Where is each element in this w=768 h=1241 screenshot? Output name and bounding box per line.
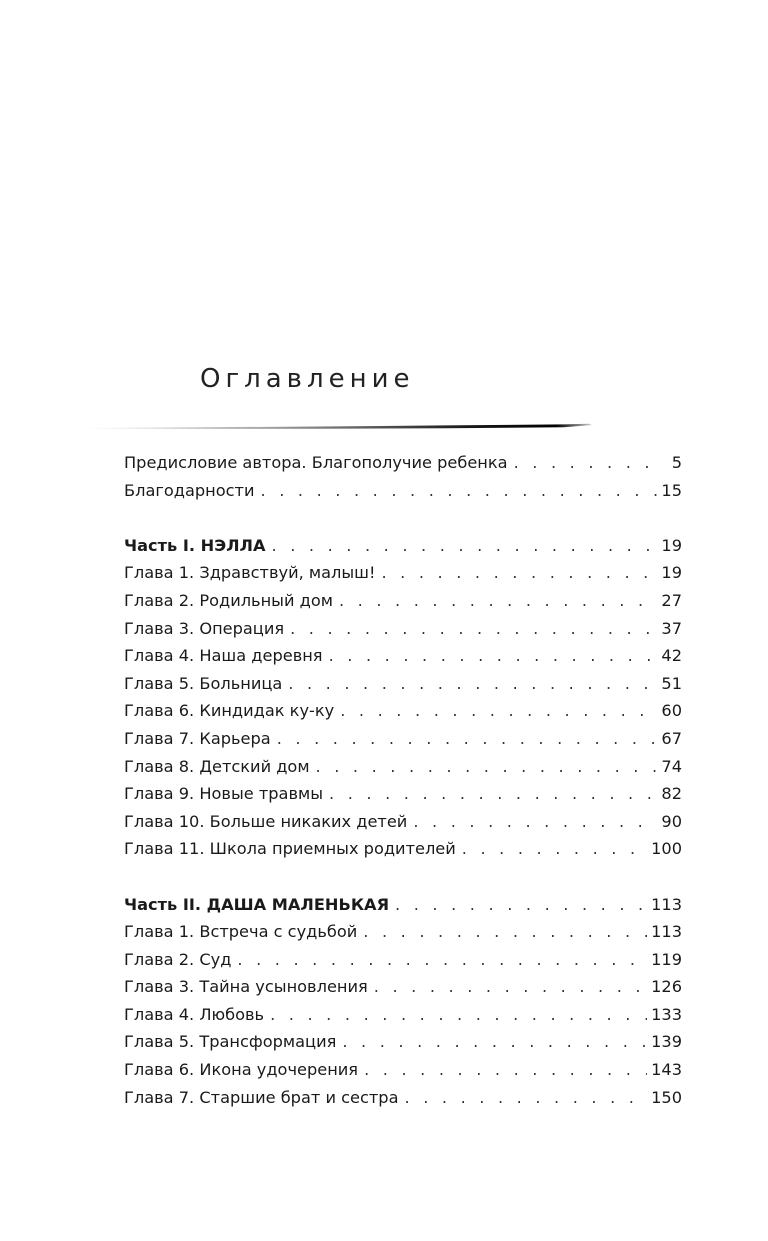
dot-leader	[340, 697, 657, 725]
dot-leader	[395, 891, 647, 919]
toc-entry-page: 19	[661, 563, 682, 583]
toc-entry-page: 119	[651, 949, 682, 969]
dot-leader	[261, 477, 658, 505]
dot-leader	[514, 449, 660, 477]
toc-entry-page: 5	[671, 453, 682, 472]
dot-leader	[237, 946, 647, 974]
toc-entry-page: 126	[651, 977, 682, 997]
toc-entry-chapter[interactable]	[124, 835, 682, 863]
toc-entry-label: Глава 9. Новые травмы	[124, 784, 323, 804]
dot-leader	[329, 642, 658, 670]
toc-entry-part-2[interactable]	[124, 891, 682, 919]
dot-leader	[381, 559, 657, 587]
dot-leader	[272, 532, 658, 560]
toc-entry-label: Глава 7. Карьера	[124, 728, 271, 748]
toc-entry-page: 133	[651, 1004, 682, 1024]
dot-leader	[462, 835, 647, 863]
toc-part-label: Часть II. ДАША МАЛЕНЬКАЯ	[124, 894, 390, 914]
dot-leader	[413, 808, 657, 836]
toc-entry-chapter[interactable]	[124, 1028, 682, 1056]
toc-entry-label: Глава 4. Наша деревня	[124, 646, 323, 666]
toc-entry-chapter[interactable]	[124, 725, 682, 753]
toc-entry-page: 19	[661, 535, 682, 555]
toc-entry-page: 113	[651, 922, 682, 942]
toc-entry-page: 27	[661, 590, 682, 610]
dot-leader	[363, 918, 647, 946]
toc-entry-page: 113	[651, 894, 682, 914]
toc-entry-page: 67	[661, 728, 682, 748]
toc-entry-label: Глава 2. Родильный дом	[124, 590, 333, 610]
toc-entry-chapter[interactable]	[124, 753, 682, 781]
toc-entry-label: Глава 4. Любовь	[124, 1004, 265, 1024]
toc-entry-label: Глава 3. Операция	[124, 618, 285, 638]
toc-entry-chapter[interactable]	[124, 642, 682, 670]
toc-entry-chapter[interactable]	[124, 808, 682, 836]
decorative-brush-rule	[84, 423, 592, 431]
toc-entry-label: Глава 1. Встреча с судьбой	[124, 922, 358, 942]
toc-entry-label: Глава 5. Больница	[124, 673, 283, 693]
table-of-contents	[124, 449, 682, 1111]
toc-entry-chapter[interactable]	[124, 780, 682, 808]
toc-entry-label: Глава 8. Детский дом	[124, 756, 310, 776]
toc-entry-chapter[interactable]	[124, 1001, 682, 1029]
toc-entry-page: 42	[661, 646, 682, 666]
toc-entry-label: Глава 7. Старшие брат и сестра	[124, 1087, 399, 1107]
dot-leader	[339, 587, 657, 615]
toc-entry-page: 60	[661, 701, 682, 721]
dot-leader	[290, 615, 657, 643]
toc-entry-page: 37	[661, 618, 682, 638]
dot-leader	[405, 1084, 648, 1112]
toc-entry-label: Предисловие автора. Благополучие ребенка	[124, 453, 508, 472]
toc-entry-label: Глава 2. Суд	[124, 949, 232, 969]
toc-entry-label: Глава 6. Киндидак ку-ку	[124, 701, 335, 721]
toc-entry-page: 51	[661, 673, 682, 693]
toc-entry-chapter[interactable]	[124, 973, 682, 1001]
toc-entry-label: Глава 6. Икона удочерения	[124, 1060, 359, 1080]
toc-entry-foreword[interactable]	[124, 449, 682, 477]
toc-entry-chapter[interactable]	[124, 670, 682, 698]
toc-entry-label: Глава 5. Трансформация	[124, 1032, 337, 1052]
dot-leader	[270, 1001, 647, 1029]
toc-entry-chapter[interactable]	[124, 615, 682, 643]
toc-entry-chapter[interactable]	[124, 559, 682, 587]
toc-entry-label: Глава 1. Здравствуй, малыш!	[124, 563, 376, 583]
dot-leader	[329, 780, 657, 808]
toc-entry-chapter[interactable]	[124, 918, 682, 946]
toc-entry-chapter[interactable]	[124, 946, 682, 974]
toc-entry-chapter[interactable]	[124, 697, 682, 725]
toc-part-label: Часть I. НЭЛЛА	[124, 535, 266, 555]
toc-entry-page: 15	[661, 480, 682, 500]
dot-leader	[364, 1056, 647, 1084]
toc-entry-page: 90	[661, 811, 682, 831]
dot-leader	[374, 973, 647, 1001]
page-title: Оглавление	[200, 364, 415, 394]
toc-entry-chapter[interactable]	[124, 587, 682, 615]
toc-entry-page: 143	[651, 1060, 682, 1080]
toc-entry-part-1[interactable]	[124, 532, 682, 560]
toc-entry-chapter[interactable]	[124, 1056, 682, 1084]
toc-entry-page: 139	[651, 1032, 682, 1052]
toc-entry-page: 82	[661, 784, 682, 804]
toc-entry-acknowledgements[interactable]	[124, 477, 682, 505]
toc-entry-page: 150	[651, 1087, 682, 1107]
dot-leader	[342, 1028, 647, 1056]
dot-leader	[277, 725, 658, 753]
dot-leader	[316, 753, 658, 781]
toc-entry-label: Глава 10. Больше никаких детей	[124, 811, 408, 831]
toc-entry-label: Благодарности	[124, 480, 255, 500]
toc-entry-label: Глава 3. Тайна усыновления	[124, 977, 368, 997]
toc-entry-page: 100	[651, 839, 682, 859]
dot-leader	[288, 670, 657, 698]
toc-entry-page: 74	[661, 756, 682, 776]
toc-entry-label: Глава 11. Школа приемных родителей	[124, 839, 456, 859]
toc-entry-chapter[interactable]	[124, 1084, 682, 1112]
